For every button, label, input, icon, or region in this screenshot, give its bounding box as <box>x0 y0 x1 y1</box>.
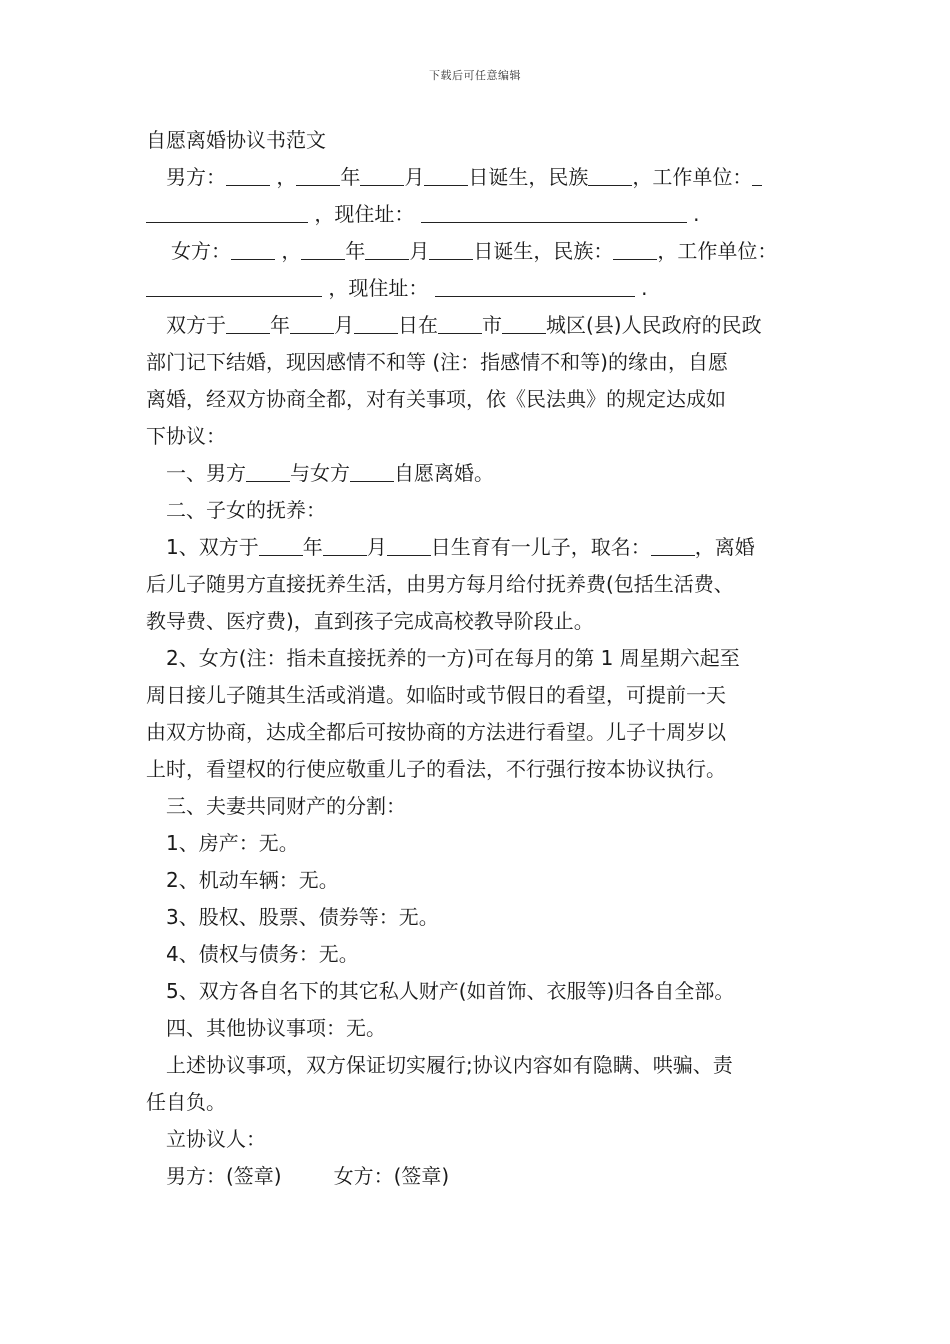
blank-field[interactable] <box>438 307 482 334</box>
section-heading: 三、夫妻共同财产的分割： <box>166 794 406 818</box>
blank-field[interactable] <box>246 455 290 482</box>
blank-field[interactable] <box>588 159 632 186</box>
child-line: 1、双方于 年 月 日生育有一儿子，取名： ，离婚 <box>146 529 814 566</box>
paragraph-line: 上时，看望权的行使应敬重儿子的看法，不行强行按本协议执行。 <box>146 757 726 781</box>
paragraph-line: 下协议： <box>146 424 226 448</box>
blank-field[interactable] <box>387 529 431 556</box>
blank-field[interactable] <box>146 196 308 223</box>
asset-item: 3、股权、股票、债券等：无。 <box>166 905 439 929</box>
paragraph-line: 部门记下结婚，现因感情不和等 (注：指感情不和等)的缘由，自愿 <box>146 350 728 374</box>
blank-field[interactable] <box>613 233 657 260</box>
blank-field[interactable] <box>146 270 322 297</box>
blank-field[interactable] <box>360 159 404 186</box>
marriage-line: 双方于 年 月 日在 市 城区(县)人民政府的民政 <box>146 307 814 344</box>
blank-field[interactable] <box>231 233 275 260</box>
signature-line <box>146 1158 814 1195</box>
blank-field[interactable] <box>354 307 398 334</box>
blank-field[interactable] <box>365 233 409 260</box>
asset-item: 1、房产：无。 <box>166 831 299 855</box>
blank-field[interactable] <box>435 270 635 297</box>
blank-field[interactable] <box>226 307 270 334</box>
paragraph-line: 2、女方(注：指未直接抚养的一方)可在每月的第 1 周星期六起至 <box>166 646 740 670</box>
paragraph-line: 上述协议事项，双方保证切实履行;协议内容如有隐瞒、哄骗、责 <box>166 1053 733 1077</box>
paragraph-line: 由双方协商，达成全都后可按协商的方法进行看望。儿子十周岁以 <box>146 720 726 744</box>
section-heading: 四、其他协议事项：无。 <box>166 1016 386 1040</box>
female-address-line: ，现住址： . <box>146 270 814 307</box>
paragraph-line: 教导费、医疗费)，直到孩子完成高校教导阶段止。 <box>146 609 594 633</box>
blank-field[interactable] <box>296 159 340 186</box>
asset-item: 2、机动车辆：无。 <box>166 868 339 892</box>
blank-field[interactable] <box>323 529 367 556</box>
blank-field[interactable] <box>421 196 687 223</box>
paragraph-line: 任自负。 <box>146 1090 226 1114</box>
blank-field[interactable] <box>424 159 468 186</box>
blank-field[interactable] <box>502 307 546 334</box>
divorce-item: 一、男方 与女方 自愿离婚。 <box>146 455 814 492</box>
blank-field[interactable] <box>259 529 303 556</box>
blank-field[interactable] <box>226 159 270 186</box>
paragraph-line: 周日接儿子随其生活或消遣。如临时或节假日的看望，可提前一天 <box>146 683 726 707</box>
blank-field[interactable] <box>429 233 473 260</box>
male-signature: 男方：(签章) <box>166 1164 282 1188</box>
blank-field[interactable] <box>752 159 762 186</box>
paragraph-line: 离婚，经双方协商全都，对有关事项，依《民法典》的规定达成如 <box>146 387 726 411</box>
female-info-line: 女方： ， 年 月 日诞生，民族： ，工作单位： <box>146 233 814 270</box>
agreement-document <box>146 122 814 1195</box>
blank-field[interactable] <box>651 529 695 556</box>
asset-item: 4、债权与债务：无。 <box>166 942 359 966</box>
page-header: 下载后可任意编辑 <box>429 69 521 82</box>
document-title: 自愿离婚协议书范文 <box>146 128 326 152</box>
male-info-line: 男方： ， 年 月 日诞生，民族 ，工作单位： <box>146 159 814 196</box>
section-heading: 二、子女的抚养： <box>166 498 326 522</box>
female-signature: 女方：(签章) <box>333 1164 450 1188</box>
signers-label: 立协议人： <box>166 1127 266 1151</box>
blank-field[interactable] <box>350 455 394 482</box>
asset-item: 5、双方各自名下的其它私人财产(如首饰、衣服等)归各自全部。 <box>166 979 735 1003</box>
male-address-line: ，现住址： . <box>146 196 814 233</box>
blank-field[interactable] <box>301 233 345 260</box>
blank-field[interactable] <box>290 307 334 334</box>
paragraph-line: 后儿子随男方直接抚养生活，由男方每月给付抚养费(包括生活费、 <box>146 572 734 596</box>
